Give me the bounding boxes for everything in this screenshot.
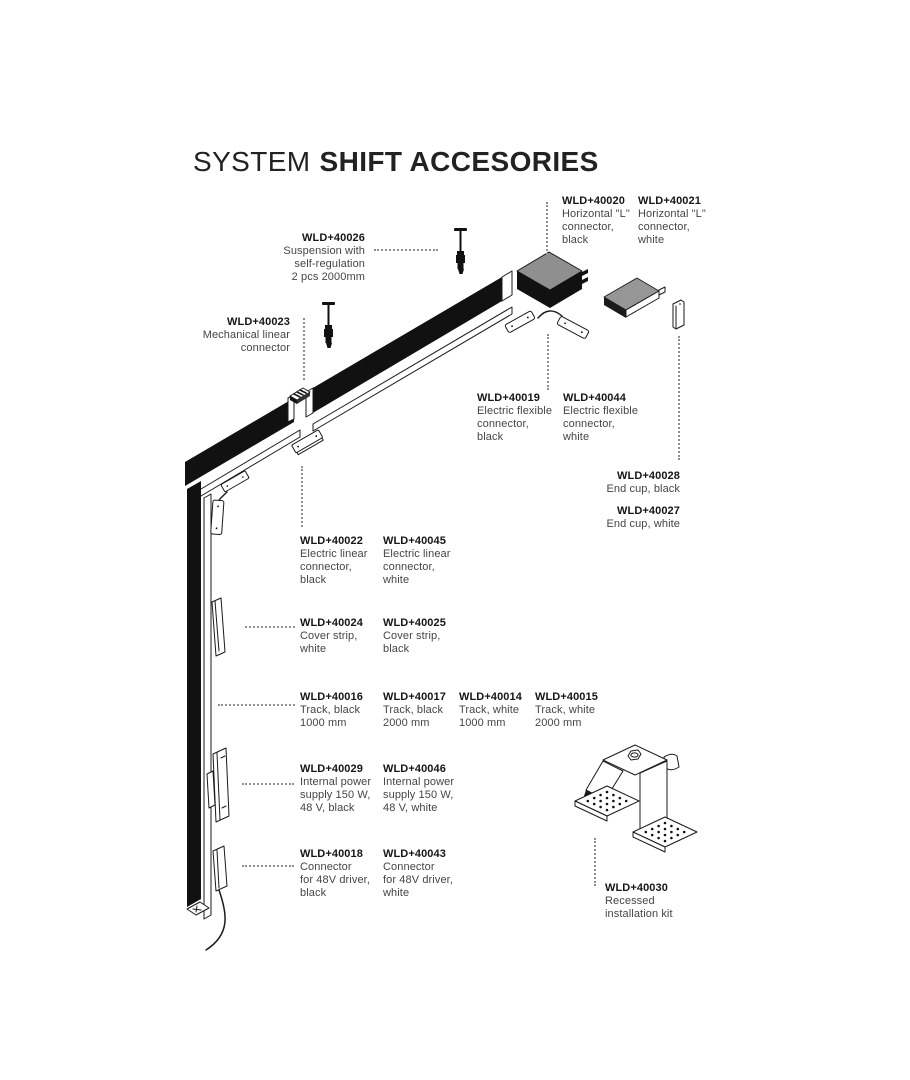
part-desc-line: supply 150 W, xyxy=(300,789,371,801)
part-label-wld-40018 xyxy=(300,848,370,900)
part-desc-line: Connector xyxy=(383,861,435,873)
part-label-wld-40017 xyxy=(383,691,446,730)
part-desc-line: white xyxy=(563,431,590,443)
part-label-wld-40028 xyxy=(606,470,680,496)
part-desc-line: black xyxy=(300,574,327,586)
part-desc-line: Mechanical linear xyxy=(202,329,290,341)
leader-line xyxy=(546,202,548,258)
part-code: WLD+40029 xyxy=(300,763,363,775)
part-desc-line: 2000 mm xyxy=(383,717,430,729)
part-desc-line: Connector xyxy=(300,861,352,873)
part-code: WLD+40022 xyxy=(300,535,363,547)
part-label-wld-40046 xyxy=(383,763,454,815)
part-label-wld-40029 xyxy=(300,763,371,815)
part-label-wld-40027 xyxy=(606,505,680,531)
part-desc-line: supply 150 W, xyxy=(383,789,454,801)
part-label-wld-40045 xyxy=(383,535,451,587)
track-vertical xyxy=(187,481,211,919)
part-desc-line: 1000 mm xyxy=(300,717,347,729)
leader-line xyxy=(218,704,295,706)
part-code: WLD+40023 xyxy=(227,316,290,328)
part-code: WLD+40021 xyxy=(638,195,701,207)
part-code: WLD+40030 xyxy=(605,882,668,894)
part-code: WLD+40026 xyxy=(302,232,365,244)
part-desc-line: connector, xyxy=(562,221,614,233)
part-desc-line: for 48V driver, xyxy=(300,874,370,886)
part-desc-line: white xyxy=(300,643,327,655)
part-code: WLD+40027 xyxy=(617,505,680,517)
part-desc-line: 48 V, white xyxy=(383,802,438,814)
leader-line xyxy=(242,865,294,867)
part-desc-line: Electric flexible xyxy=(563,405,639,417)
part-desc-line: white xyxy=(383,887,410,899)
part-code: WLD+40015 xyxy=(535,691,598,703)
part-desc-line: connector, xyxy=(300,561,352,573)
part-label-wld-40030 xyxy=(605,882,673,921)
part-label-wld-40015 xyxy=(535,691,598,730)
part-desc-line: Horizontal "L" xyxy=(562,208,630,220)
part-label-wld-40043 xyxy=(383,848,453,900)
part-desc-line: 1000 mm xyxy=(459,717,506,729)
part-desc-line: 2 pcs 2000mm xyxy=(291,271,365,283)
part-desc-line: connector xyxy=(240,342,290,354)
part-code: WLD+40014 xyxy=(459,691,522,703)
part-label-wld-40026 xyxy=(283,232,365,284)
part-desc-line: 2000 mm xyxy=(535,717,582,729)
part-code: WLD+40043 xyxy=(383,848,446,860)
part-desc-line: installation kit xyxy=(605,908,673,920)
part-label-wld-40022 xyxy=(300,535,368,587)
leader-line xyxy=(594,838,596,886)
part-desc-line: Cover strip, xyxy=(383,630,441,642)
end-cap-icon xyxy=(673,300,684,329)
part-desc-line: Track, white xyxy=(535,704,596,716)
track-lower-segment xyxy=(185,395,300,499)
part-code: WLD+40024 xyxy=(300,617,363,629)
part-desc-line: connector, xyxy=(383,561,435,573)
leader-line xyxy=(303,318,305,380)
part-desc-line: connector, xyxy=(563,418,615,430)
part-label-wld-40020 xyxy=(562,195,630,247)
part-desc-line: Track, black xyxy=(300,704,361,716)
part-code: WLD+40020 xyxy=(562,195,625,207)
leader-line xyxy=(242,783,294,785)
part-code: WLD+40044 xyxy=(563,392,626,404)
part-label-wld-40016 xyxy=(300,691,363,730)
part-code: WLD+40045 xyxy=(383,535,446,547)
part-desc-line: black xyxy=(383,643,410,655)
part-code: WLD+40028 xyxy=(617,470,680,482)
part-label-wld-40021 xyxy=(638,195,706,247)
part-desc-line: self-regulation xyxy=(294,258,365,270)
part-desc-line: white xyxy=(383,574,410,586)
leader-line xyxy=(678,336,680,460)
part-desc-line: End cup, white xyxy=(606,518,680,530)
part-desc-line: Track, black xyxy=(383,704,444,716)
part-desc-line: black xyxy=(477,431,504,443)
l-connector-black-icon xyxy=(517,252,588,308)
part-label-wld-40023 xyxy=(203,316,290,355)
part-label-wld-40014 xyxy=(459,691,522,730)
leader-line xyxy=(374,249,438,251)
part-desc-line: End cup, black xyxy=(606,483,680,495)
part-desc-line: black xyxy=(562,234,589,246)
part-desc-line: connector, xyxy=(638,221,690,233)
part-desc-line: Recessed xyxy=(605,895,655,907)
part-label-wld-40025 xyxy=(383,617,446,656)
part-desc-line: for 48V driver, xyxy=(383,874,453,886)
part-label-wld-40024 xyxy=(300,617,363,656)
leader-line xyxy=(301,466,303,527)
part-desc-line: Electric linear xyxy=(300,548,368,560)
suspension-icon xyxy=(322,302,335,348)
part-desc-line: white xyxy=(638,234,665,246)
part-label-wld-40019 xyxy=(477,392,552,444)
part-code: WLD+40016 xyxy=(300,691,363,703)
title-bold: SHIFT ACCESORIES xyxy=(319,146,599,177)
title-light: SYSTEM xyxy=(193,146,311,177)
recessed-kit-icon xyxy=(575,745,697,852)
leader-line xyxy=(245,626,295,628)
part-desc-line: Internal power xyxy=(383,776,455,788)
part-label-wld-40044 xyxy=(563,392,638,444)
leader-line xyxy=(547,334,549,390)
suspension-icon xyxy=(454,228,467,274)
part-desc-line: Horizontal "L" xyxy=(638,208,706,220)
part-desc-line: black xyxy=(300,887,327,899)
part-desc-line: Cover strip, xyxy=(300,630,358,642)
part-code: WLD+40019 xyxy=(477,392,540,404)
part-desc-line: 48 V, black xyxy=(300,802,355,814)
part-code: WLD+40046 xyxy=(383,763,446,775)
part-desc-line: connector, xyxy=(477,418,529,430)
part-desc-line: Suspension with xyxy=(283,245,365,257)
part-code: WLD+40017 xyxy=(383,691,446,703)
l-connector-white-icon xyxy=(604,278,665,318)
part-desc-line: Internal power xyxy=(300,776,372,788)
part-desc-line: Electric linear xyxy=(383,548,451,560)
part-desc-line: Track, white xyxy=(459,704,520,716)
part-code: WLD+40018 xyxy=(300,848,363,860)
cover-strip-icon xyxy=(212,598,225,656)
part-desc-line: Electric flexible xyxy=(477,405,553,417)
part-code: WLD+40025 xyxy=(383,617,446,629)
